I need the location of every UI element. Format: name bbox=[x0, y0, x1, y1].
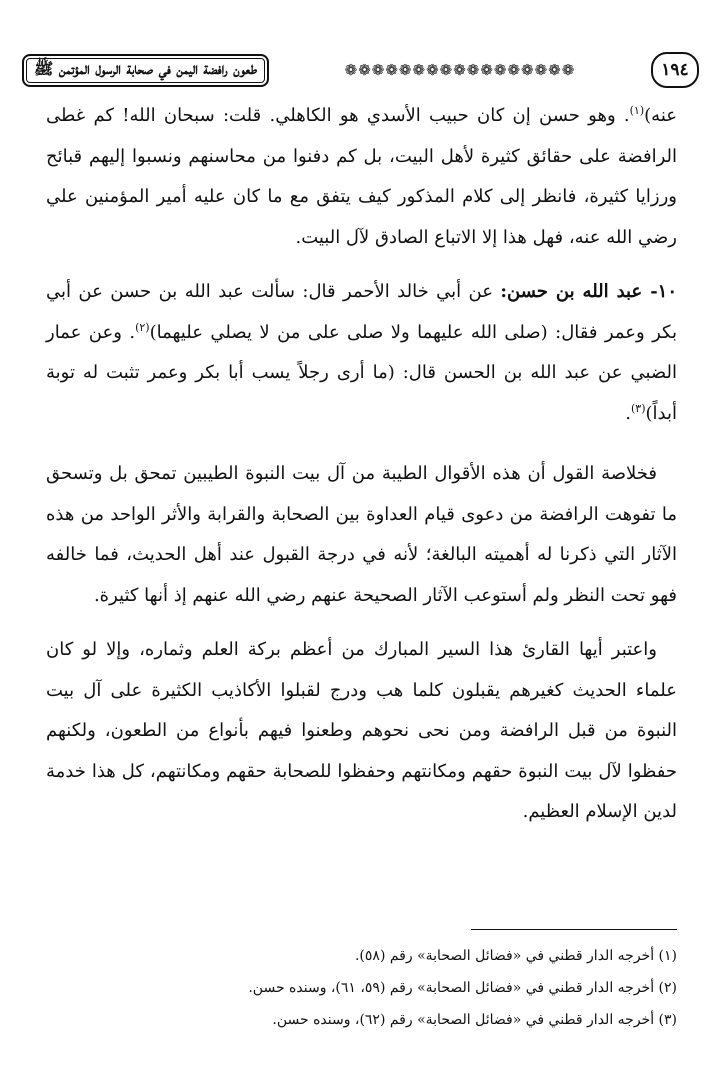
main-text bbox=[46, 96, 677, 833]
footnote-ref-1: (١) bbox=[629, 104, 645, 117]
paragraph-3 bbox=[46, 454, 677, 616]
footnote-ref-2: (٢) bbox=[135, 320, 150, 334]
paragraph-2-part-2: . وعن عمار الضبي عن عبد الله بن الحسن قال: (ما أرى رجلاً يسب أبا بكر وعمر تثبت له توبة أبداً) bbox=[46, 321, 677, 424]
footnote-ref-3: (٣) bbox=[631, 401, 646, 415]
paragraph-2-part-1: عن أبي خالد الأحمر قال: سألت عبد الله بن حسن عن أبي بكر وعمر فقال: (صلى الله عليهما ولا صلى على من لا يصلي عليهما) bbox=[46, 281, 678, 343]
paragraph-2-part-3: . bbox=[625, 402, 631, 424]
paragraph-1-part-2: . وهو حسن إن كان حبيب الأسدي هو الكاهلي. قلت: سبحان الله! كم غطى الرافضة على حقائق كثيرة لأهل البيت، بل كم دفنوا من محاسنهم ونسبوا إليهم قبائح ورزايا كثيرة، فانظر إلى كلام المذكور كيف يتفق مع ما كان عليه أمير المؤمنين علي رضي الله عنه، فهل هذا إلا الاتباع الصادق لآل البيت. bbox=[46, 105, 677, 248]
footnotes bbox=[46, 940, 677, 1036]
footnote-3: (٣) أخرجه الدار قطني في «فضائل الصحابة» رقم (٦٢)، وسنده حسن. bbox=[272, 1012, 677, 1028]
page-header bbox=[22, 50, 699, 90]
paragraph-4-text: واعتبر أيها القارئ هذا السير المبارك من أعظم بركة العلم وثماره، وإلا لو كان علماء الحديث كغيرهم يقبلون كلما هب ودرج لقبلوا الأكاذيب الكثيرة على آل بيت النبوة من قبل الرافضة ومن نحى نحوهم وطعنوا فيهم بأنواع من الطعون، ولكنهم حفظوا لآل بيت النبوة حقهم ومكانتهم وحفظوا للصحابة حقهم ومكانتهم، كل هذا خدمة لدين الإسلام العظيم. bbox=[46, 639, 677, 822]
running-title: طعون رافضة اليمن في صحابة الرسول المؤتمن ﷺ bbox=[22, 54, 269, 87]
section-heading: ١٠- عبد الله بن حسن: bbox=[500, 281, 678, 302]
paragraph-2 bbox=[46, 272, 677, 434]
footnote-2: (٢) أخرجه الدار قطني في «فضائل الصحابة» رقم (٥٩، ٦١)، وسنده حسن. bbox=[248, 980, 677, 996]
footnote-separator bbox=[471, 929, 677, 930]
page-number: ١٩٤ bbox=[651, 52, 699, 88]
paragraph-1 bbox=[46, 96, 677, 258]
footnote-1: (١) أخرجه الدار قطني في «فضائل الصحابة» رقم (٥٨). bbox=[354, 948, 677, 964]
paragraph-3-text: فخلاصة القول أن هذه الأقوال الطيبة من آل بيت النبوة الطيبين تمحق بل وتسحق ما تفوهت الرافضة من دعوى قيام العداوة بين الصحابة والقرابة والأثر الواحد من هذه الآثار التي ذكرنا له أهميته البالغة؛ لأنه في درجة القبول عند أهل الحديث، فما خالفه فهو تحت النظر ولم أستوعب الآثار الصحيحة عنهم رضي الله عنهم إذ أنها كثيرة. bbox=[46, 463, 677, 606]
paragraph-1-part-1: عنه) bbox=[644, 105, 677, 126]
header-ornament: ❁❁❁❁❁❁❁❁❁❁❁❁❁❁❁❁❁ bbox=[344, 61, 576, 79]
paragraph-4 bbox=[46, 630, 677, 833]
